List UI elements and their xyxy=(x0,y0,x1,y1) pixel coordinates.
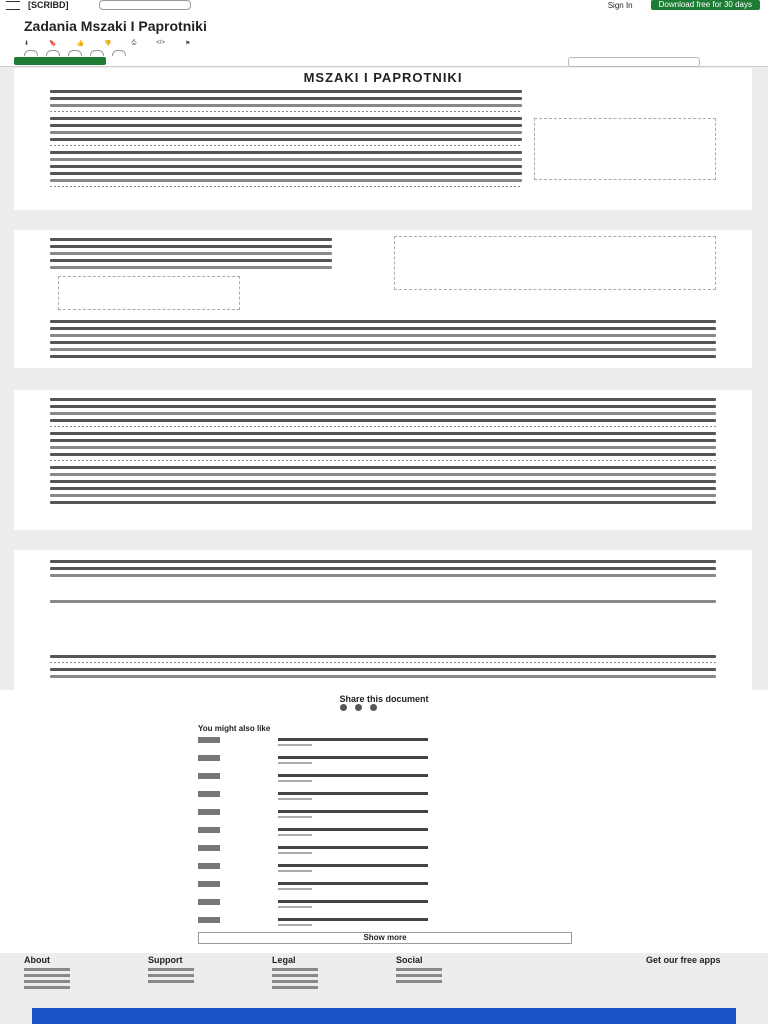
download-free-button[interactable]: Download free for 30 days xyxy=(651,0,760,10)
footer-support xyxy=(148,955,194,986)
footer-about xyxy=(24,955,70,992)
like-action[interactable]: 👍 xyxy=(76,41,84,47)
footer-social xyxy=(396,955,442,986)
related-item[interactable] xyxy=(198,914,570,931)
pinterest-icon[interactable] xyxy=(355,704,362,711)
footer-heading: Get our free apps xyxy=(646,955,721,965)
action-bar xyxy=(24,40,190,47)
save-action[interactable]: 🔖 xyxy=(49,41,57,47)
document-page-3 xyxy=(14,390,752,530)
fern-sorus-diagram xyxy=(58,276,240,310)
page-text xyxy=(50,320,716,362)
related-item[interactable] xyxy=(198,896,570,913)
related-item[interactable] xyxy=(198,860,570,877)
download-action[interactable]: ⬇ xyxy=(24,41,30,47)
document-header xyxy=(0,10,768,62)
find-in-document-input[interactable] xyxy=(568,57,700,67)
site-logo[interactable]: [SCRIBD] xyxy=(28,0,69,10)
footer-heading: About xyxy=(24,955,50,965)
footer-heading: Social xyxy=(396,955,423,965)
page-heading: MSZAKI I PAPROTNIKI xyxy=(303,70,463,85)
document-page-4 xyxy=(14,550,752,690)
page-text xyxy=(50,560,716,581)
related-item[interactable] xyxy=(198,842,570,859)
document-page-2 xyxy=(14,230,752,368)
dislike-action[interactable]: 👎 xyxy=(104,41,112,47)
email-icon[interactable] xyxy=(370,704,377,711)
search-input[interactable] xyxy=(99,0,191,10)
page-text xyxy=(50,90,522,192)
viewer-toolbar xyxy=(0,56,768,67)
facebook-icon[interactable] xyxy=(340,704,347,711)
footer-heading: Support xyxy=(148,955,183,965)
print-action[interactable]: ⎙ xyxy=(131,40,137,46)
report-action[interactable]: ⚑ xyxy=(184,41,191,47)
moss-diagram xyxy=(534,118,716,180)
related-item[interactable] xyxy=(198,788,570,805)
related-item[interactable] xyxy=(198,878,570,895)
footer-legal xyxy=(272,955,318,992)
footer-apps xyxy=(646,955,721,968)
share-icons xyxy=(340,704,377,711)
share-section xyxy=(0,690,768,953)
related-item[interactable] xyxy=(198,734,570,751)
download-button[interactable] xyxy=(14,57,106,65)
page-text xyxy=(50,398,716,508)
related-item[interactable] xyxy=(198,770,570,787)
sign-in-link[interactable]: Sign In xyxy=(607,0,633,10)
document-page-1 xyxy=(14,68,752,210)
document-title: Zadania Mszaki I Paprotniki xyxy=(24,18,207,34)
menu-icon[interactable] xyxy=(6,1,20,10)
related-item[interactable] xyxy=(198,824,570,841)
page-text xyxy=(50,600,716,607)
page-text xyxy=(50,655,716,682)
share-title: Share this document xyxy=(339,694,429,704)
advertisement-banner[interactable] xyxy=(32,1008,736,1024)
site-footer xyxy=(0,953,768,1009)
show-more-button[interactable]: Show more xyxy=(198,932,572,944)
embed-action[interactable]: </> xyxy=(156,40,165,46)
related-item[interactable] xyxy=(198,752,570,769)
page-text xyxy=(50,238,332,273)
related-item[interactable] xyxy=(198,806,570,823)
footer-heading: Legal xyxy=(272,955,296,965)
related-title: You might also like xyxy=(198,724,271,733)
fern-life-cycle-diagram xyxy=(394,236,716,290)
